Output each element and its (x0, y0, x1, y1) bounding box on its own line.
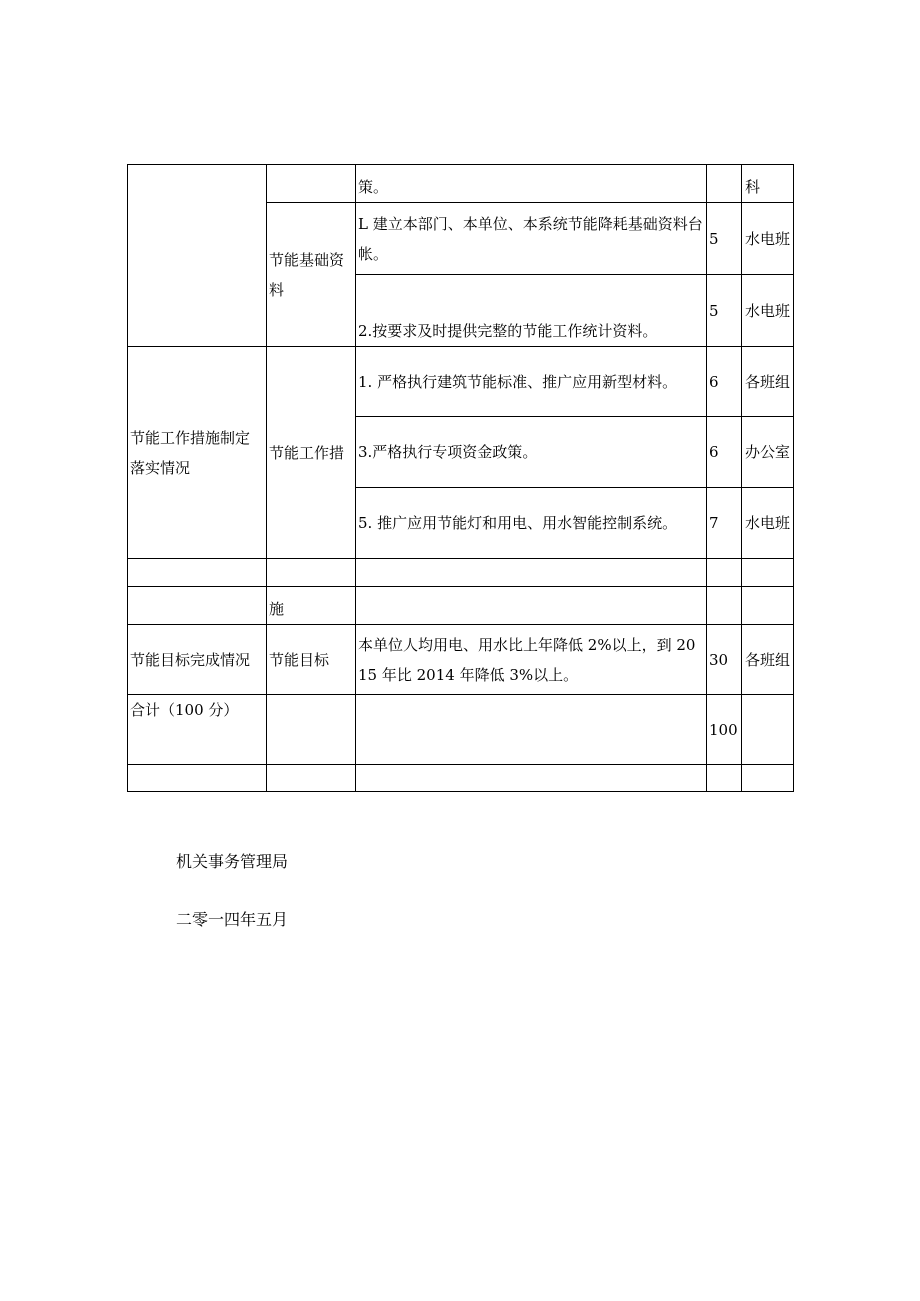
content-cell: 5. 推广应用节能灯和用电、用水智能控制系统。 (356, 488, 707, 559)
content-cell (356, 559, 707, 587)
department-cell: 科 (742, 165, 794, 203)
department-cell: 各班组 (742, 625, 794, 695)
table-row (128, 765, 794, 792)
department-cell: 各班组 (742, 347, 794, 417)
item-cell: 节能工作措 (267, 347, 356, 559)
table-row (128, 347, 794, 417)
content-cell: 1. 严格执行建筑节能标准、推广应用新型材料。 (356, 347, 707, 417)
content-cell: 策。 (356, 165, 707, 203)
score-cell: 6 (707, 417, 742, 488)
content-cell (356, 695, 707, 765)
department-cell: 水电班 (742, 488, 794, 559)
total-score-cell: 100 (707, 695, 742, 765)
item-cell: 施 (267, 587, 356, 625)
category-cell (128, 559, 267, 587)
score-cell (707, 765, 742, 792)
department-cell (742, 559, 794, 587)
total-label-cell: 合计（100 分） (128, 695, 267, 765)
content-cell (356, 587, 707, 625)
score-table (127, 164, 794, 792)
department-cell: 办公室 (742, 417, 794, 488)
score-cell: 5 (707, 275, 742, 347)
score-cell: 7 (707, 488, 742, 559)
score-cell (707, 165, 742, 203)
content-cell: 3.严格执行专项资金政策。 (356, 417, 707, 488)
item-cell (267, 559, 356, 587)
department-cell (742, 765, 794, 792)
department-cell (742, 587, 794, 625)
item-cell: 节能目标 (267, 625, 356, 695)
category-cell (128, 587, 267, 625)
content-cell: L 建立本部门、本单位、本系统节能降耗基础资料台帐。 (356, 203, 707, 275)
signature-date: 二零一四年五月 (176, 910, 289, 929)
content-cell: 本单位人均用电、用水比上年降低 2%以上，到 2015 年比 2014 年降低 3%以上。 (356, 625, 707, 695)
score-cell (707, 587, 742, 625)
score-cell: 5 (707, 203, 742, 275)
score-cell (707, 559, 742, 587)
category-cell: 节能目标完成情况 (128, 625, 267, 695)
category-cell (128, 165, 267, 347)
content-cell: 2.按要求及时提供完整的节能工作统计资料。 (356, 275, 707, 347)
department-cell (742, 695, 794, 765)
table-row (128, 695, 794, 765)
signature-organization: 机关事务管理局 (176, 852, 289, 871)
table-row (128, 559, 794, 587)
item-cell (267, 765, 356, 792)
table-row (128, 165, 794, 203)
item-cell: 节能基础资料 (267, 203, 356, 347)
table-row (128, 625, 794, 695)
category-cell: 节能工作措施制定落实情况 (128, 347, 267, 559)
score-cell: 30 (707, 625, 742, 695)
table-row (128, 587, 794, 625)
department-cell: 水电班 (742, 203, 794, 275)
category-cell (128, 765, 267, 792)
department-cell: 水电班 (742, 275, 794, 347)
item-cell (267, 165, 356, 203)
item-cell (267, 695, 356, 765)
content-cell (356, 765, 707, 792)
score-cell: 6 (707, 347, 742, 417)
